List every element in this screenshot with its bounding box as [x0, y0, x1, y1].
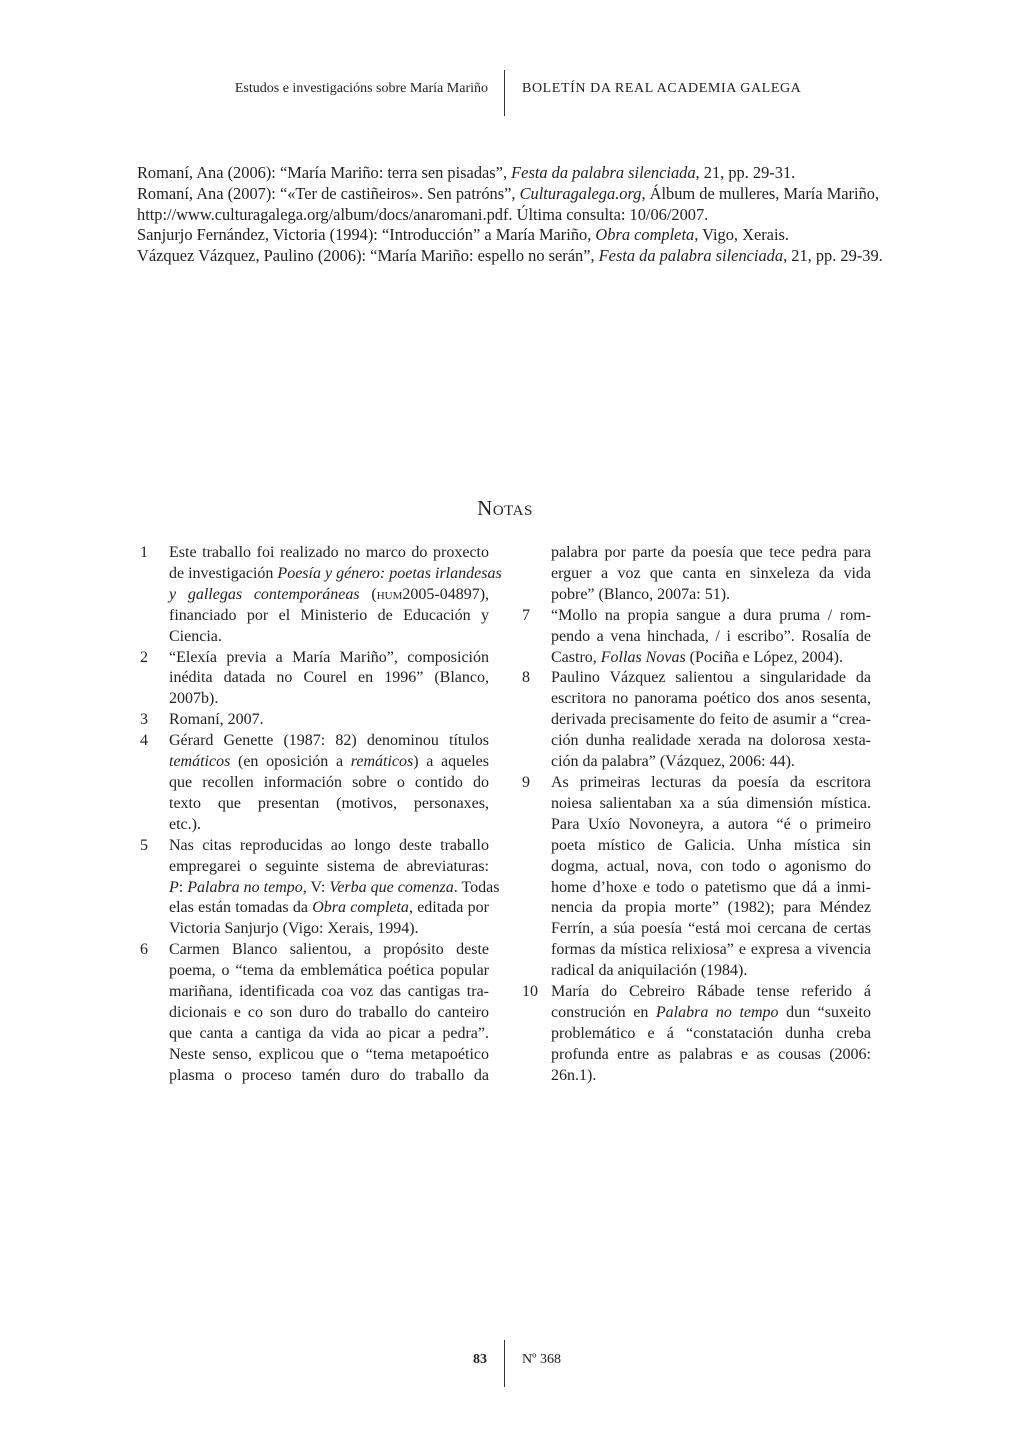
footnote-line	[169, 1066, 489, 1087]
text-run: ción dunha realidade xerada na dolorosa xesta-	[551, 732, 871, 750]
footnote-line	[551, 668, 871, 689]
footnote-line	[551, 606, 871, 627]
issue-number: Nº 368	[522, 1352, 561, 1367]
footnote-line	[169, 564, 502, 585]
italic-text: remáticos	[350, 753, 414, 771]
italic-text: y gallegas contemporáneas	[169, 585, 360, 603]
text-run: 2005-04897),	[402, 585, 490, 603]
footnote-line	[551, 898, 871, 919]
notes-column-right	[522, 543, 871, 1087]
text-run: pobre” (Blanco, 2007a: 51).	[551, 585, 731, 603]
footnote	[140, 710, 489, 731]
text-run: Vázquez Vázquez, Paulino (2006): “María Mariño: espello no serán”,	[137, 246, 599, 266]
text-run: hum	[376, 585, 403, 603]
footnote-line	[169, 752, 489, 773]
footnote-line	[169, 815, 489, 836]
footnote	[140, 648, 489, 711]
italic-text: Palabra no tempo	[655, 1003, 779, 1021]
text-run: 26n.1).	[551, 1066, 597, 1084]
footnote	[140, 940, 489, 1086]
text-run: Ciencia.	[169, 627, 222, 645]
text-run: inédita datada no Courel en 1996” (Blanco,	[169, 669, 489, 687]
text-run: Neste senso, explicou que o “tema metapoético	[169, 1045, 489, 1063]
text-run: Castro,	[551, 648, 601, 666]
text-run: mariñana, identificada coa voz das cantigas tra-	[169, 983, 489, 1001]
text-run: palabra por parte da poesía que tece pedra para	[551, 544, 871, 561]
text-run: construción en	[551, 1003, 656, 1021]
text-run: que canta a cantiga da vida ao picar a pedra”.	[169, 1024, 489, 1042]
text-run: :	[178, 878, 188, 896]
footnote-line	[551, 857, 871, 878]
italic-text: Festa da palabra silenciada	[511, 163, 696, 182]
footnote-line	[169, 898, 489, 919]
text-run: poema, o “tema da emblemática poética popular	[169, 962, 489, 980]
text-run: http://www.culturagalega.org/album/docs/anaromani.pdf. Última consulta: 10/06/2007.	[137, 204, 709, 224]
footnote-line	[551, 919, 871, 940]
text-run: problemático e á “constatación dunha creba	[551, 1024, 871, 1042]
text-run: etc.).	[169, 815, 201, 833]
text-run: ción da palabra” (Vázquez, 2006: 44).	[551, 753, 795, 771]
running-header-left: Estudos e investigacións sobre María Mariño	[234, 81, 488, 96]
footnote-line	[551, 961, 871, 982]
text-run: nencia da propia morte” (1982); para Méndez	[551, 899, 871, 917]
italic-text: Festa da palabra silenciada	[598, 246, 784, 266]
footnote-line	[551, 878, 871, 899]
footnote-line	[169, 878, 500, 899]
text-run: (en oposición a	[230, 753, 351, 771]
footer-divider	[504, 1340, 505, 1387]
footnote	[522, 543, 871, 606]
references-list	[137, 163, 897, 267]
header-divider	[504, 70, 505, 116]
text-run: dogma, actual, nova, con todo o agonismo do	[551, 857, 871, 875]
footnote-line	[551, 815, 871, 836]
text-run: profunda entre as palabras e as cousas (2006:	[551, 1045, 871, 1063]
text-run: Romaní, 2007.	[169, 711, 264, 729]
text-run: . Todas	[453, 878, 500, 896]
text-run: dicionais e co son duro do traballo do canteiro	[169, 1003, 489, 1021]
running-header-right: BOLETÍN DA REAL ACADEMIA GALEGA	[522, 81, 802, 96]
text-run: (Pociña e López, 2004).	[685, 648, 843, 666]
footnote-line	[551, 731, 871, 752]
text-run: Para Uxío Novoneyra, a autora “é o primeiro	[551, 815, 871, 833]
footnote-line	[551, 752, 871, 773]
text-run: plasma o proceso tamén duro do traballo da	[169, 1066, 489, 1084]
footnote-line	[551, 648, 871, 669]
text-run: home d’hoxe e todo o patetismo que dá a inmi-	[551, 878, 871, 896]
footnote-line	[551, 585, 871, 606]
footnote-line	[551, 1003, 871, 1024]
text-run: dun “suxeito	[778, 1003, 871, 1021]
text-run: 2007b).	[169, 690, 219, 708]
text-run: Nas citas reproducidas ao longo deste traballo	[169, 836, 489, 854]
footnote-number: 10	[522, 983, 538, 1001]
footnote-line	[551, 1045, 871, 1066]
italic-text: P	[169, 878, 179, 896]
footnote-line	[169, 606, 489, 627]
text-run: empregarei o seguinte sistema de abreviaturas:	[169, 857, 489, 875]
footnote-line	[551, 1024, 871, 1045]
text-run: pendo a vena hinchada, / i escribo”. Rosalía de	[551, 627, 871, 645]
footnote-line	[551, 940, 871, 961]
italic-text: Culturagalega.org	[519, 183, 642, 203]
page-number: 83	[473, 1352, 487, 1367]
italic-text: Verba que comenza	[329, 878, 454, 896]
footnote-number: 7	[522, 606, 530, 624]
footnote	[522, 773, 871, 982]
footnote-line	[169, 1045, 489, 1066]
text-run: radical da aniquilación (1984).	[551, 962, 748, 980]
italic-text: Poesía y género: poetas irlandesas	[277, 564, 502, 582]
footnote-number: 4	[140, 732, 148, 750]
footnote	[522, 668, 871, 773]
footnote-line	[169, 919, 489, 940]
text-run: , 21, pp. 29-39.	[783, 246, 883, 266]
text-run: que recollen información sobre o contido do	[169, 773, 489, 791]
italic-text: Palabra no tempo	[187, 878, 303, 896]
footnote-line	[169, 585, 489, 606]
footnote-line	[551, 564, 871, 585]
text-run: , 21, pp. 29-31.	[695, 163, 796, 182]
italic-text: Follas Novas	[600, 648, 686, 666]
text-run: As primeiras lecturas da poesía da escritora	[551, 773, 871, 791]
text-run: María do Cebreiro Rábade tense referido á	[551, 983, 871, 1001]
text-run: Romaní, Ana (2006): “María Mariño: terra sen pisadas”,	[137, 163, 512, 182]
italic-text: Obra completa	[312, 899, 409, 917]
text-run: “Mollo na propia sangue a dura pruma / rom-	[551, 606, 871, 624]
footnote	[140, 836, 500, 941]
footnote-number: 9	[522, 773, 530, 791]
footnote-line	[169, 961, 489, 982]
text-run: Paulino Vázquez salientou a singularidade da	[551, 669, 871, 687]
footnote-line	[169, 543, 489, 564]
text-run: Victoria Sanjurjo (Vigo: Xerais, 1994).	[169, 920, 419, 938]
text-run: Gérard Genette (1987: 82) denominou títulos	[169, 732, 489, 750]
text-run: formas da mística relixiosa” e expresa a vivencia	[551, 941, 871, 959]
footnote-number: 8	[522, 669, 530, 687]
footnote-line	[169, 627, 489, 648]
text-run: , Álbum de mulleres, María Mariño,	[641, 183, 880, 203]
footnote-line	[169, 710, 489, 731]
text-run: derivada precisamente do feito de asumir a “crea-	[551, 711, 871, 729]
footnote	[140, 543, 502, 648]
footnote-line	[169, 668, 489, 689]
footnote-line	[169, 773, 489, 794]
text-run: texto que presentan (motivos, personaxes,	[169, 794, 489, 812]
footnote-line	[551, 836, 871, 857]
footnote-line	[169, 648, 489, 669]
footnote-line	[169, 982, 489, 1003]
text-run: financiado por el Ministerio de Educación y	[169, 606, 489, 624]
text-run: poeta místico de Galicia. Unha mística sin	[551, 836, 871, 854]
footnote-line	[169, 689, 489, 710]
footnote-line	[551, 627, 871, 648]
text-run: “Elexía previa a María Mariño”, composición	[169, 648, 489, 666]
footnote-line	[169, 857, 489, 878]
footnote-number: 6	[140, 941, 148, 959]
footnote	[522, 982, 871, 1087]
reference-line	[137, 184, 897, 205]
text-run: Ferrín, a súa poesía “está moi cercana de certas	[551, 920, 871, 938]
footnote-number: 1	[140, 544, 148, 561]
footnote-line	[169, 1024, 489, 1045]
text-run: elas están tomadas da	[169, 899, 313, 917]
text-run: (	[359, 585, 377, 603]
footnote-line	[551, 543, 871, 564]
notes-column-left	[140, 543, 502, 1087]
text-run: noiesa salientaban xa a súa dimensión mística.	[551, 794, 871, 812]
footnote-line	[169, 1003, 489, 1024]
footnote-line	[551, 1066, 871, 1087]
reference-line	[137, 163, 897, 184]
footnote-number: 3	[140, 711, 148, 729]
notes-heading: Notas	[477, 496, 533, 520]
text-run: Sanjurjo Fernández, Victoria (1994): “Introducción” a María Mariño,	[137, 225, 596, 245]
text-run: Carmen Blanco salientou, a propósito deste	[169, 941, 489, 959]
footnote-line	[169, 940, 489, 961]
footnote-line	[551, 773, 871, 794]
reference-line	[137, 225, 897, 246]
footnote-line	[169, 794, 489, 815]
text-run: Romaní, Ana (2007): “«Ter de castiñeiros». Sen patróns”,	[137, 183, 520, 203]
italic-text: temáticos	[169, 753, 231, 771]
footnote-line	[551, 689, 871, 710]
reference-line	[137, 246, 897, 267]
text-run: Este traballo foi realizado no marco do proxecto	[169, 544, 489, 561]
footnote-line	[169, 731, 489, 752]
footnote-line	[551, 710, 871, 731]
footnote	[140, 731, 489, 836]
footnote-line	[551, 982, 871, 1003]
footnote-number: 5	[140, 836, 148, 854]
text-run: erguer a voz que canta en sinxeleza da vida	[551, 564, 871, 582]
text-run: , editada por	[408, 899, 489, 917]
footnote	[522, 606, 871, 669]
footnote-number: 2	[140, 648, 148, 666]
text-run: , Vigo, Xerais.	[694, 225, 789, 245]
italic-text: Obra completa	[595, 225, 695, 245]
footnote-line	[551, 794, 871, 815]
text-run: , V:	[302, 878, 330, 896]
text-run: escritora no panorama poético dos anos sesenta,	[551, 690, 871, 708]
reference-line	[137, 205, 897, 226]
text-run: de investigación	[169, 564, 278, 582]
text-run: ) a aqueles	[413, 753, 490, 771]
footnote-line	[169, 836, 489, 857]
